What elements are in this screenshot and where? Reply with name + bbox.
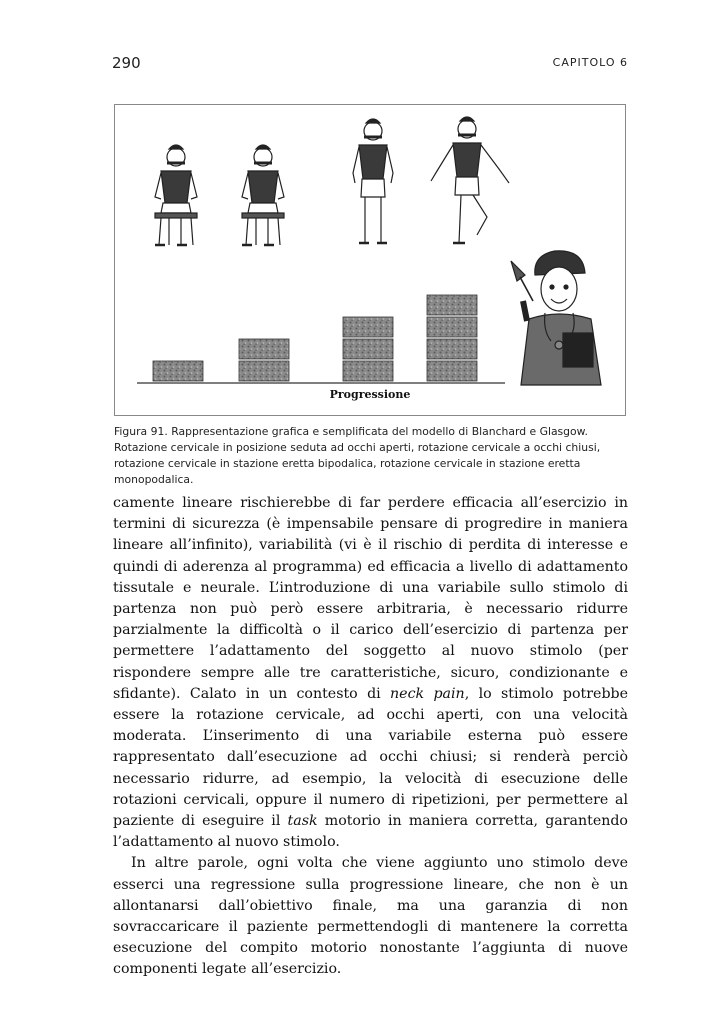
paragraph-1-emphasis-task: task: [287, 813, 318, 830]
paragraph-1-emphasis-neck-pain: neck pain: [390, 685, 465, 702]
body-text: [113, 493, 628, 981]
block-stack-2: [239, 339, 289, 381]
standing-person-monopodal: [431, 117, 509, 243]
progression-label: Progressione: [329, 388, 411, 401]
paragraph-1: [113, 493, 628, 853]
page-header: [112, 54, 628, 74]
progression-illustration: [115, 105, 625, 415]
block-stack-4: [427, 295, 477, 381]
page-number: 290: [112, 54, 141, 72]
paragraph-2: In altre parole, ogni volta che viene aggiunto uno stimolo deve esserci una regressione sulla progressione lineare, che non è un allontanarsi dall’obiettivo finale, ma una garanzia di non sovraccaricare il paziente permettendogli di mantenere la corretta esecuzione del compito motorio nonostante l’aggiunta di nuove componenti legate all’esercizio.: [113, 855, 628, 978]
figure-caption: [114, 424, 626, 488]
chapter-title: CAPITOLO 6: [552, 56, 628, 69]
figure-caption-text: Rappresentazione grafica e semplificata del modello di Blanchard e Glasgow. Rotazione cervicale in posizione seduta ad occhi aperti, rotazione cervicale a occhi chiusi, rotazione cervicale in stazione eretta bipodalica, rotazione cervicale in stazione eretta monopodalica.: [114, 425, 601, 486]
block-stack-3: [343, 317, 393, 381]
paragraph-1-part-a: camente lineare rischierebbe di far perdere efficacia all’esercizio in termini di sicurezza (è impensabile pensare di progredire in maniera lineare all’infinito), variabilità (vi è il rischio di perdita di interesse e quindi di aderenza al programma) ed efficacia a livello di adattamento tissutale e neurale. L’introduzione di una variabile sullo stimolo di partenza non può però essere arbitraria, è necessario ridurre parzialmente la difficoltà o il carico dell’esercizio di partenza per permettere l’adattamento del soggetto al nuovo stimolo (per rispondere sempre alle tre caratteristiche, sicuro, condizionante e sfidante). Calato in un contesto di: [113, 495, 628, 702]
block-stack-1: [153, 361, 203, 381]
therapist-character: [511, 251, 601, 385]
seated-person-eyes-closed: [242, 145, 284, 245]
seated-person-eyes-open: [155, 145, 197, 245]
figure-91: [114, 104, 626, 416]
paragraph-1-part-c: motorio in maniera corretta, garantendo l’adattamento al nuovo stimolo.: [113, 813, 628, 851]
paragraph-1-part-b: , lo stimolo potrebbe essere la rotazione cervicale, ad occhi aperti, con una velocità moderata. L’inserimento di una variabile esterna può essere rappresentato dall’esecuzione ad occhi chiusi; si renderà perciò necessario ridurre, ad esempio, la velocità di esecuzione delle rotazioni cervicali, oppure il numero di ripetizioni, per permettere al paziente di eseguire il: [113, 685, 628, 830]
figure-caption-label: Figura 91.: [114, 425, 168, 438]
standing-person-bipodal: [353, 119, 393, 243]
